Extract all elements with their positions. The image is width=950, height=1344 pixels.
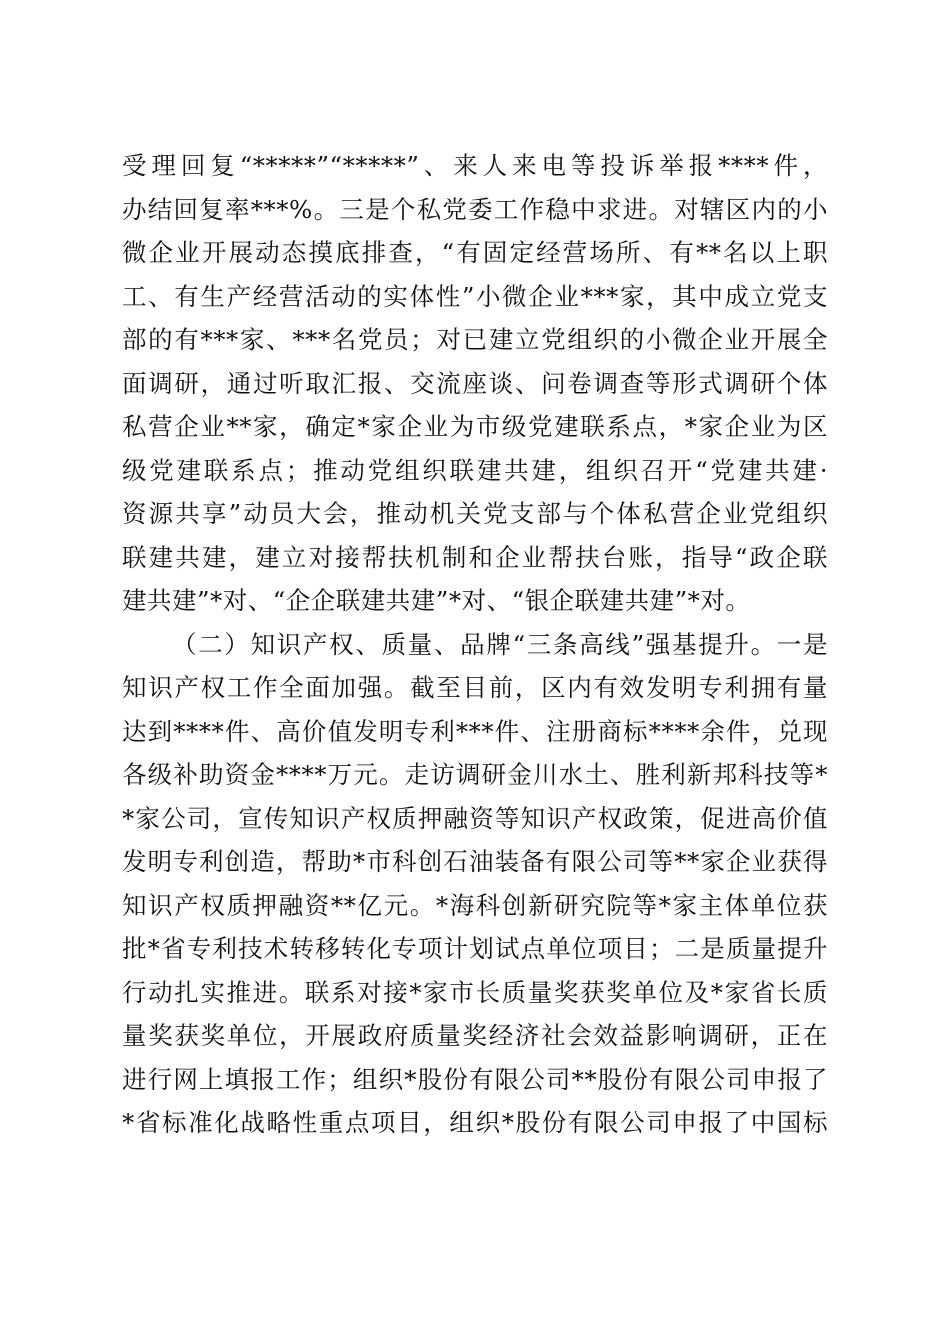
- text-line: 面调研，通过听取汇报、交流座谈、问卷调查等形式调研个体: [122, 368, 828, 398]
- text-line: 工、有生产经营活动的实体性”小微企业***家，其中成立党支: [122, 281, 828, 311]
- text-line: 办结回复率***%。三是个私党委工作稳中求进。对辖区内的小: [122, 194, 828, 224]
- text-line: 知识产权质押融资**亿元。*海科创新研究院等*家主体单位获: [122, 890, 828, 920]
- text-line: 发明专利创造，帮助*市科创石油装备有限公司等**家企业获得: [122, 847, 828, 876]
- text-line: 进行网上填报工作；组织*股份有限公司**股份有限公司申报了: [122, 1064, 828, 1094]
- text-line: 级党建联系点；推动党组织联建共建，组织召开“党建共建·: [122, 455, 828, 485]
- text-line: 微企业开展动态摸底排查，“有固定经营场所、有**名以上职: [122, 238, 828, 267]
- text-line: 批*省专利技术转移转化专项计划试点单位项目；二是质量提升: [122, 934, 828, 963]
- text-line: 资源共享”动员大会，推动机关党支部与个体私营企业党组织: [122, 499, 828, 528]
- text-line: 私营企业**家，确定*家企业为市级党建联系点，*家企业为区: [122, 412, 828, 441]
- text-line: 各级补助资金****万元。走访调研金川水土、胜利新邦科技等*: [122, 760, 828, 789]
- text-line: 知识产权工作全面加强。截至目前，区内有效发明专利拥有量: [122, 673, 828, 702]
- text-line: 行动扎实推进。联系对接*家市长质量奖获奖单位及*家省长质: [122, 977, 828, 1007]
- text-line-paragraph-end: 建共建”*对、“企企联建共建”*对、“银企联建共建”*对。: [122, 586, 751, 615]
- text-line: 受理回复“*****”“*****”、来人来电等投诉举报****件，: [122, 151, 828, 180]
- document-body: [122, 144, 828, 1145]
- section-heading-line: （二）知识产权、质量、品牌“三条高线”强基提升。一是: [172, 629, 828, 659]
- text-line: *家公司，宣传知识产权质押融资等知识产权政策，促进高价值: [122, 803, 828, 833]
- text-line: 联建共建，建立对接帮扶机制和企业帮扶台账，指导“政企联: [122, 542, 828, 572]
- text-line: 量奖获奖单位，开展政府质量奖经济社会效益影响调研，正在: [122, 1021, 828, 1050]
- text-line: 部的有***家、***名党员；对已建立党组织的小微企业开展全: [122, 325, 828, 354]
- text-line: *省标准化战略性重点项目，组织*股份有限公司申报了中国标: [122, 1108, 828, 1137]
- text-line: 达到****件、高价值发明专利***件、注册商标****余件，兑现: [122, 716, 828, 746]
